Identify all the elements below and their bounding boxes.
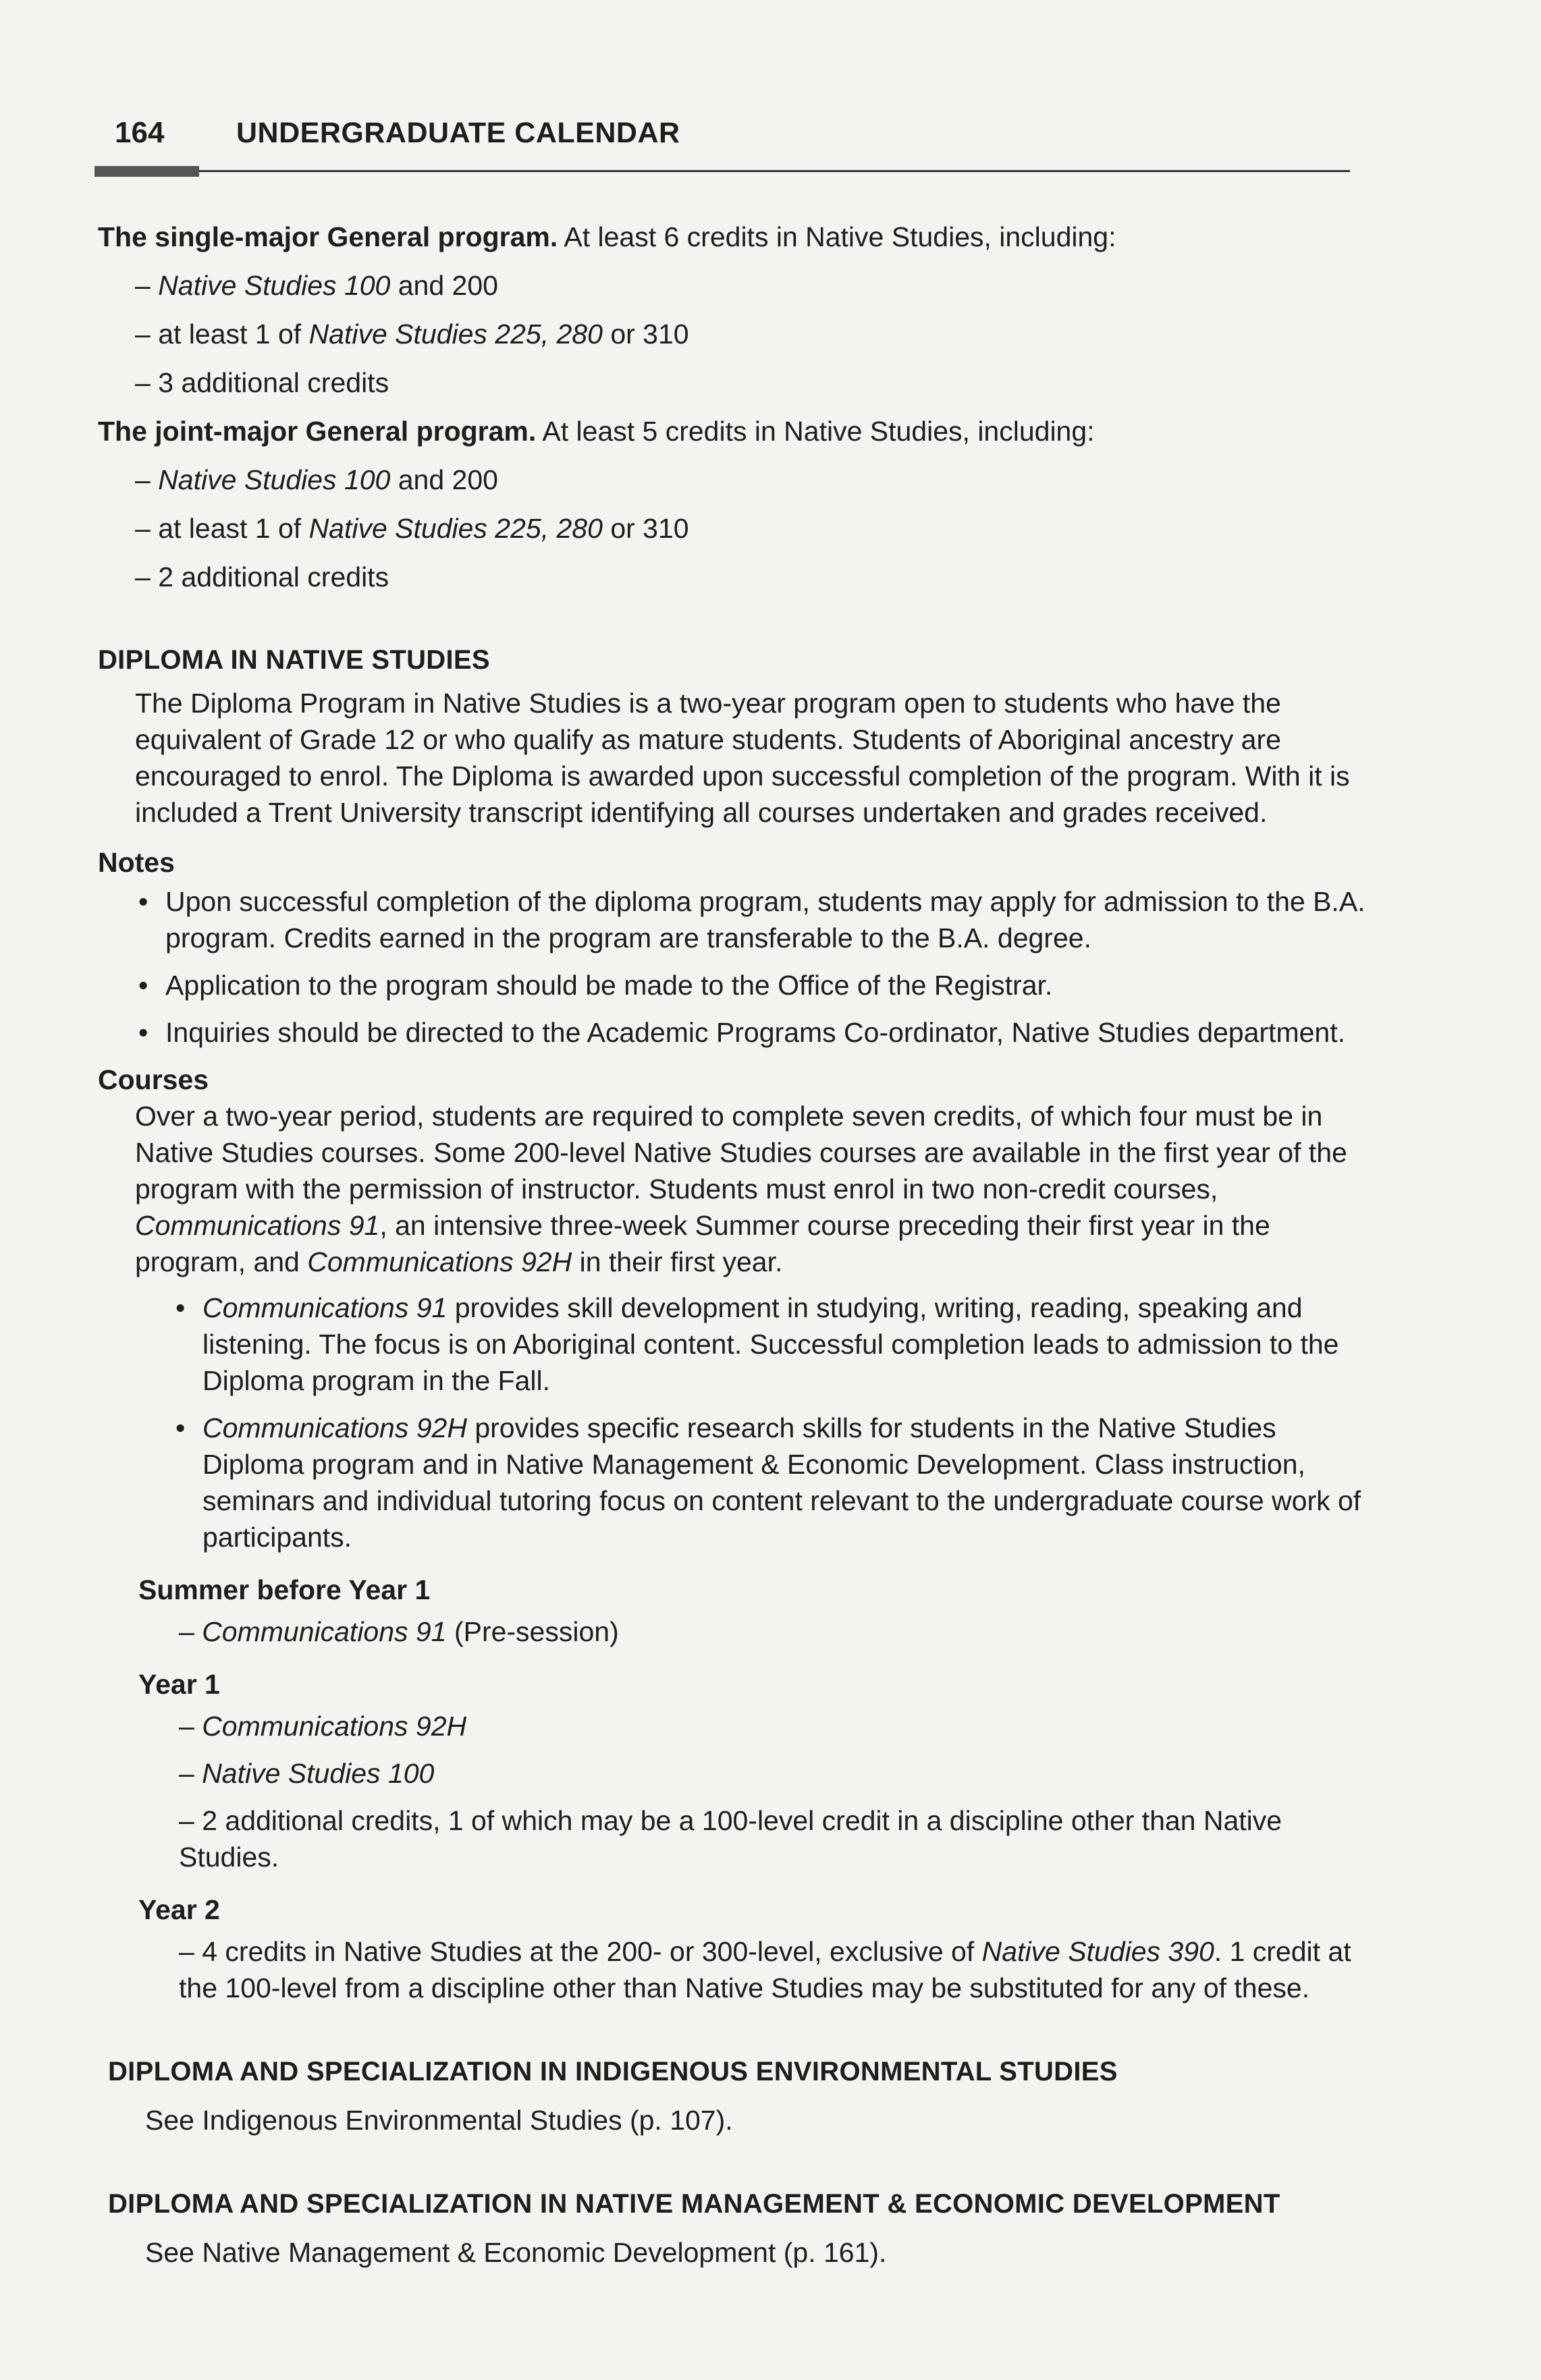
course-bullet: • Communications 92H provides specific research skills for students in the Native Studies Diploma program and in Native Management & Economic Development. Class instruction, seminars and individual tutoring focus on content relevant to the undergraduate course work of participants. xyxy=(175,1410,1367,1555)
list-item: – Native Studies 100 and 200 xyxy=(135,270,498,301)
course-bullets xyxy=(98,1290,1367,1555)
courses-text: Over a two-year period, students are required to complete seven credits, of which four must be in Native Studies courses. Some 200-level Native Studies courses are available in the first year of the program with the permission of instructor. Students must enrol in two non-credit courses, Communications 91, an intensive three-week Summer course preceding their first year in the program, and Communications 92H in their first year. xyxy=(135,1101,1347,1277)
header-rule xyxy=(115,170,1350,172)
year2-item: – 4 credits in Native Studies at the 200- or 300-level, exclusive of Native Studies 390. 1 credit at the 100-level from a discipline other than Native Studies may be substituted for any of these. xyxy=(179,1936,1351,2003)
page-content xyxy=(98,213,1367,2271)
notes-heading: Notes xyxy=(98,847,175,878)
note-item: • Upon successful completion of the diploma program, students may apply for admission to the B.A. program. Credits earned in the program are transferable to the B.A. degree. xyxy=(138,883,1367,956)
list-item: – Native Studies 100 and 200 xyxy=(135,464,498,495)
header-rule-block xyxy=(94,166,199,177)
diploma-intro: The Diploma Program in Native Studies is a two-year program open to students who have the equivalent of Grade 12 or who qualify as mature students. Students of Aboriginal ancestry are encouraged to enrol. The Diploma is awarded upon successful completion of the program. With it is included a Trent University transcript identifying all courses undertaken and grades received. xyxy=(135,688,1350,828)
list-item: – at least 1 of Native Studies 225, 280 or 310 xyxy=(135,319,689,350)
section-heading-diploma: DIPLOMA IN NATIVE STUDIES xyxy=(98,645,490,675)
page-number: 164 xyxy=(115,116,165,149)
list-item: – 2 additional credits xyxy=(135,561,389,592)
section-heading-nmed: DIPLOMA AND SPECIALIZATION IN NATIVE MANAGEMENT & ECONOMIC DEVELOPMENT xyxy=(108,2189,1280,2219)
page-header xyxy=(115,116,1350,150)
year2-heading: Year 2 xyxy=(138,1894,220,1925)
running-head: UNDERGRADUATE CALENDAR xyxy=(236,117,680,149)
list-item: – 3 additional credits xyxy=(135,367,389,398)
single-major-heading: The single-major General program. At least 6 credits in Native Studies, including: xyxy=(98,221,1116,252)
ies-see-reference: See Indigenous Environmental Studies (p. 107). xyxy=(145,2105,733,2136)
note-item: • Application to the program should be made to the Office of the Registrar. xyxy=(138,967,1367,1003)
notes-list xyxy=(98,883,1367,1051)
year1-heading: Year 1 xyxy=(138,1669,220,1700)
joint-major-heading: The joint-major General program. At least 5 credits in Native Studies, including: xyxy=(98,416,1095,447)
summer-item: – Communications 91 (Pre-session) xyxy=(179,1616,619,1647)
year1-item: – Communications 92H xyxy=(179,1711,467,1742)
note-item: • Inquiries should be directed to the Academic Programs Co-ordinator, Native Studies department. xyxy=(138,1014,1367,1051)
section-heading-ies: DIPLOMA AND SPECIALIZATION IN INDIGENOUS ENVIRONMENTAL STUDIES xyxy=(108,2057,1118,2086)
year1-item: – 2 additional credits, 1 of which may be a 100-level credit in a discipline other than Native Studies. xyxy=(179,1805,1282,1873)
course-bullet: • Communications 91 provides skill development in studying, writing, reading, speaking and listening. The focus is on Aboriginal content. Successful completion leads to admission to the Diploma program in the Fall. xyxy=(175,1290,1367,1399)
nmed-see-reference: See Native Management & Economic Development (p. 161). xyxy=(145,2237,887,2268)
list-item: – at least 1 of Native Studies 225, 280 or 310 xyxy=(135,513,689,544)
courses-heading: Courses xyxy=(98,1064,209,1095)
summer-heading: Summer before Year 1 xyxy=(138,1574,431,1605)
year1-item: – Native Studies 100 xyxy=(179,1758,435,1789)
